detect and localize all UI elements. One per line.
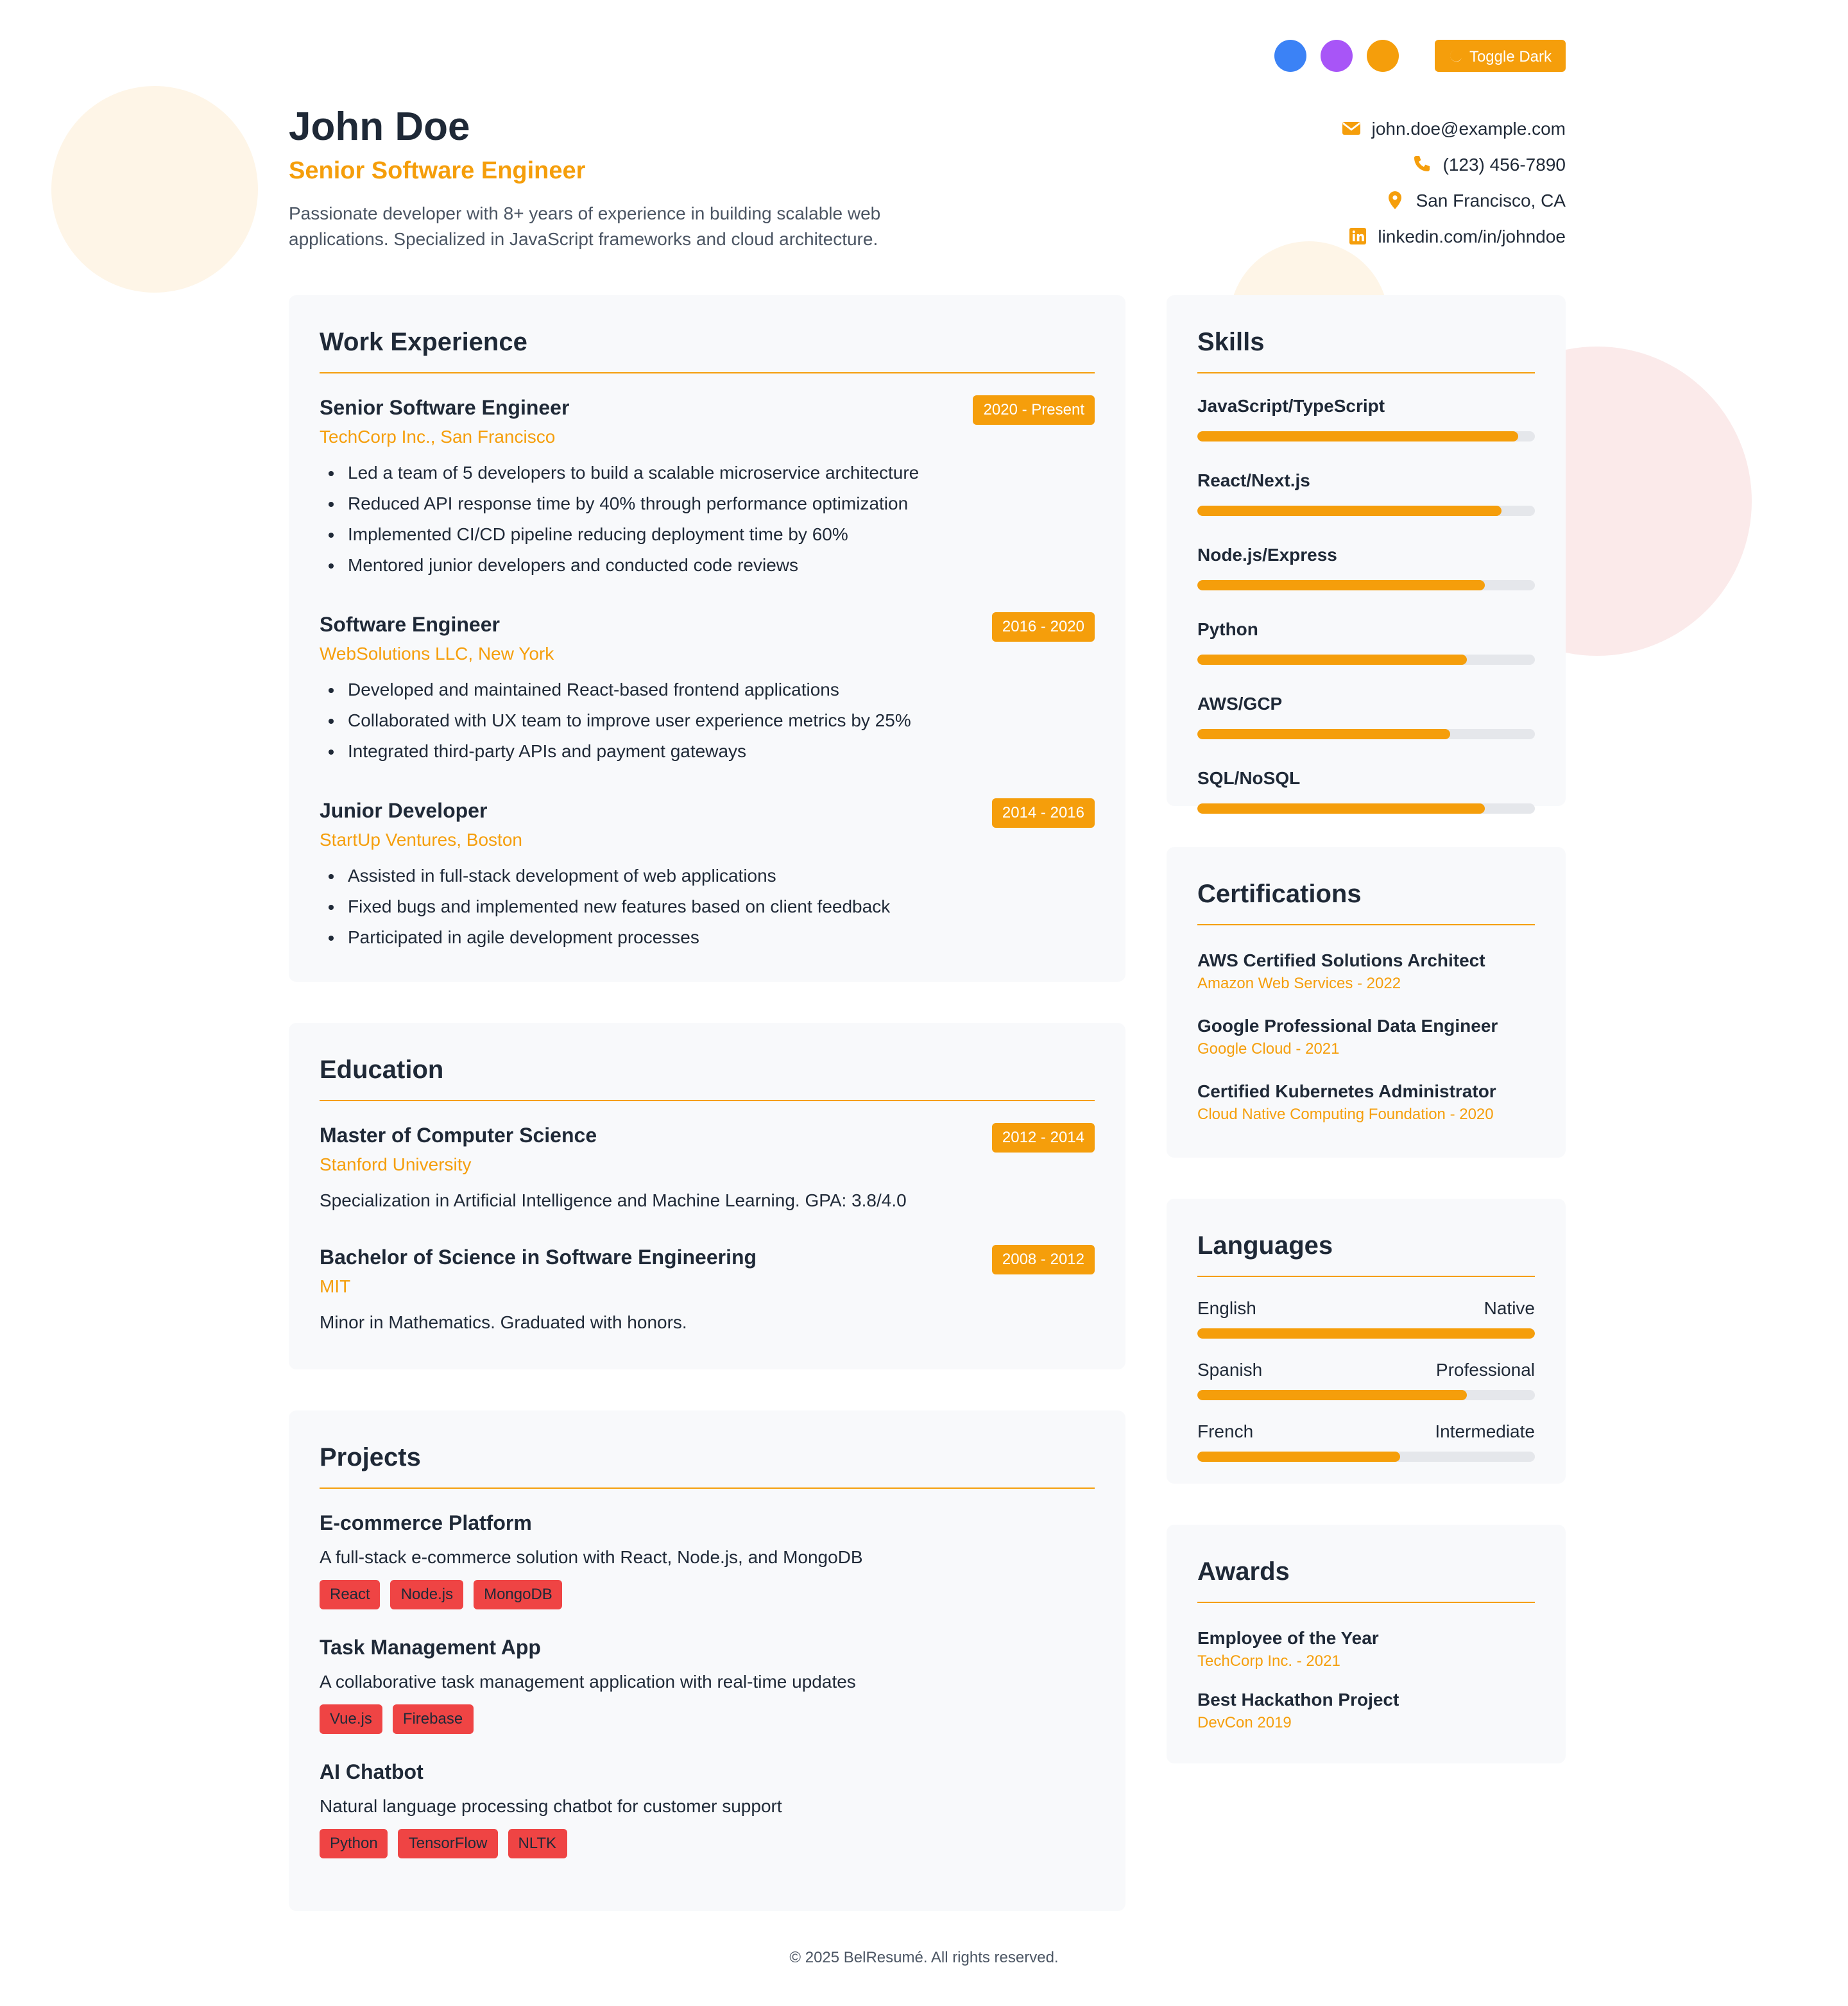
contact-list — [1341, 110, 1566, 254]
section-heading: Certifications — [1197, 878, 1535, 925]
section-heading: Education — [320, 1054, 1095, 1101]
job-bullet: • Reduced API response time by 40% through performance optimization — [348, 488, 1095, 519]
job-bullet: • Collaborated with UX team to improve user experience metrics by 25% — [348, 705, 1095, 735]
toggle-dark-button[interactable] — [1435, 40, 1566, 72]
theme-color-blue[interactable] — [1274, 40, 1306, 72]
job-company: WebSolutions LLC, New York — [320, 643, 554, 664]
skill-item — [1197, 690, 1535, 739]
contact-email-text: john.doe@example.com — [1371, 118, 1566, 139]
skill-name: AWS/GCP — [1197, 693, 1283, 714]
project-description: A collaborative task management application with real-time updates — [320, 1671, 856, 1692]
linkedin-icon — [1347, 226, 1367, 246]
project-tags — [320, 1829, 1095, 1858]
skill-bar-fill — [1197, 431, 1518, 441]
project-title: AI Chatbot — [320, 1762, 424, 1784]
skill-bar — [1197, 580, 1535, 590]
certifications-section — [1167, 847, 1566, 1158]
skill-item — [1197, 765, 1535, 814]
section-heading: Awards — [1197, 1556, 1535, 1603]
date-badge: 2008 - 2012 — [992, 1245, 1095, 1274]
language-bar — [1197, 1328, 1535, 1339]
job-bullets — [320, 457, 1095, 580]
skill-bar — [1197, 729, 1535, 739]
skill-bar-fill — [1197, 655, 1467, 665]
resume-header — [289, 103, 1566, 252]
language-bar — [1197, 1452, 1535, 1462]
skills-section — [1167, 295, 1566, 806]
skill-bar-fill — [1197, 803, 1484, 814]
contact-linkedin[interactable] — [1341, 218, 1566, 254]
job-bullet: • Mentored junior developers and conducted code reviews — [348, 549, 1095, 580]
theme-color-purple[interactable] — [1321, 40, 1353, 72]
contact-location-text: San Francisco, CA — [1416, 190, 1566, 210]
job-bullets — [320, 860, 1095, 952]
tech-tag: Python — [320, 1829, 388, 1858]
certification-item — [1197, 1013, 1535, 1059]
projects-section — [289, 1410, 1125, 1911]
project-tags — [320, 1704, 1095, 1734]
job-bullet: • Assisted in full-stack development of web applications — [348, 860, 1095, 891]
skill-item — [1197, 393, 1535, 441]
language-item — [1197, 1357, 1535, 1400]
language-name: English — [1197, 1298, 1256, 1318]
skill-bar — [1197, 506, 1535, 516]
tech-tag: NLTK — [508, 1829, 567, 1858]
job-bullet: • Implemented CI/CD pipeline reducing deployment time by 60% — [348, 519, 1095, 549]
skill-bar-fill — [1197, 506, 1501, 516]
skill-name: Python — [1197, 619, 1258, 639]
awards-section — [1167, 1525, 1566, 1763]
certification-issuer: Google Cloud - 2021 — [1197, 1040, 1340, 1058]
language-level: Intermediate — [1435, 1421, 1535, 1441]
job-bullet: • Integrated third-party APIs and payment gateways — [348, 735, 1095, 766]
award-issuer: TechCorp Inc. - 2021 — [1197, 1652, 1340, 1670]
project-tags — [320, 1580, 1095, 1609]
project-title: Task Management App — [320, 1638, 541, 1659]
footer-copyright: © 2025 BelResumé. All rights reserved. — [789, 1948, 1059, 1966]
language-item — [1197, 1295, 1535, 1339]
skill-bar-fill — [1197, 729, 1451, 739]
award-name: Employee of the Year — [1197, 1627, 1379, 1648]
project-title: E-commerce Platform — [320, 1513, 532, 1535]
award-item — [1197, 1625, 1535, 1671]
job-title: Junior Developer — [320, 801, 488, 823]
date-badge: 2012 - 2014 — [992, 1123, 1095, 1153]
job-bullet: • Participated in agile development processes — [348, 922, 1095, 952]
language-level: Native — [1484, 1298, 1535, 1318]
job-entry — [320, 395, 1095, 580]
language-bar — [1197, 1390, 1535, 1400]
project-entry — [320, 1635, 1095, 1734]
degree-title: Bachelor of Science in Software Engineering — [320, 1247, 757, 1269]
skill-item — [1197, 616, 1535, 665]
skill-name: Node.js/Express — [1197, 544, 1337, 565]
profile-summary: Passionate developer with 8+ years of experience in building scalable web applications. Specialized in JavaScript frameworks and cloud architecture. — [289, 203, 881, 249]
job-bullet: • Fixed bugs and implemented new features based on client feedback — [348, 891, 1095, 922]
job-company: StartUp Ventures, Boston — [320, 829, 522, 850]
date-badge: 2020 - Present — [973, 395, 1095, 425]
certification-issuer: Cloud Native Computing Foundation - 2020 — [1197, 1105, 1494, 1123]
skill-bar — [1197, 431, 1535, 441]
skill-name: JavaScript/TypeScript — [1197, 395, 1385, 416]
job-title: Senior Software Engineer — [320, 398, 570, 420]
school-name: MIT — [320, 1276, 351, 1296]
skill-item — [1197, 542, 1535, 590]
language-bar-fill — [1197, 1452, 1400, 1462]
toggle-dark-label: Toggle Dark — [1469, 47, 1552, 65]
contact-location — [1341, 182, 1566, 218]
skill-name: SQL/NoSQL — [1197, 767, 1301, 788]
contact-linkedin-text: linkedin.com/in/johndoe — [1378, 226, 1566, 246]
tech-tag: Firebase — [393, 1704, 473, 1734]
project-description: Natural language processing chatbot for customer support — [320, 1796, 782, 1816]
language-bar-fill — [1197, 1390, 1467, 1400]
language-bar-fill — [1197, 1328, 1535, 1339]
tech-tag: MongoDB — [474, 1580, 563, 1609]
education-section — [289, 1023, 1125, 1369]
profile-name: John Doe — [289, 104, 470, 149]
envelope-icon — [1341, 118, 1362, 139]
job-company: TechCorp Inc., San Francisco — [320, 426, 556, 447]
certification-name: Certified Kubernetes Administrator — [1197, 1081, 1496, 1101]
language-item — [1197, 1418, 1535, 1462]
degree-title: Master of Computer Science — [320, 1126, 597, 1147]
job-bullet: • Developed and maintained React-based frontend applications — [348, 674, 1095, 705]
award-issuer: DevCon 2019 — [1197, 1713, 1292, 1731]
job-bullet: • Led a team of 5 developers to build a scalable microservice architecture — [348, 457, 1095, 488]
contact-phone[interactable] — [1341, 146, 1566, 182]
profile-title: Senior Software Engineer — [289, 158, 586, 185]
education-description: Minor in Mathematics. Graduated with honors. — [320, 1312, 687, 1332]
section-heading: Work Experience — [320, 326, 1095, 373]
contact-email[interactable] — [1341, 110, 1566, 146]
moon-icon — [1449, 49, 1463, 63]
language-name: French — [1197, 1421, 1254, 1441]
theme-toolbar — [1260, 40, 1566, 72]
award-item — [1197, 1686, 1535, 1733]
skill-bar-fill — [1197, 580, 1484, 590]
skill-name: React/Next.js — [1197, 470, 1310, 490]
section-heading: Skills — [1197, 326, 1535, 373]
work-experience-section — [289, 295, 1125, 982]
date-badge: 2014 - 2016 — [992, 798, 1095, 828]
section-heading: Projects — [320, 1441, 1095, 1489]
map-pin-icon — [1385, 190, 1406, 210]
skill-bar — [1197, 655, 1535, 665]
skill-item — [1197, 467, 1535, 516]
education-description: Specialization in Artificial Intelligence and Machine Learning. GPA: 3.8/4.0 — [320, 1190, 907, 1210]
tech-tag: Vue.js — [320, 1704, 382, 1734]
certification-issuer: Amazon Web Services - 2022 — [1197, 974, 1401, 992]
skill-bar — [1197, 803, 1535, 814]
job-entry — [320, 798, 1095, 952]
tech-tag: TensorFlow — [398, 1829, 498, 1858]
award-name: Best Hackathon Project — [1197, 1689, 1399, 1710]
job-entry — [320, 612, 1095, 766]
tech-tag: Node.js — [391, 1580, 463, 1609]
project-entry — [320, 1511, 1095, 1609]
language-name: Spanish — [1197, 1359, 1263, 1380]
decorative-circle — [51, 86, 258, 293]
job-bullets — [320, 674, 1095, 766]
language-level: Professional — [1435, 1359, 1535, 1380]
school-name: Stanford University — [320, 1154, 472, 1174]
certification-name: AWS Certified Solutions Architect — [1197, 950, 1485, 970]
languages-section — [1167, 1199, 1566, 1484]
certification-item — [1197, 1078, 1535, 1124]
theme-color-orange[interactable] — [1367, 40, 1399, 72]
tech-tag: React — [320, 1580, 381, 1609]
certification-name: Google Professional Data Engineer — [1197, 1015, 1498, 1036]
phone-icon — [1412, 154, 1433, 175]
section-heading: Languages — [1197, 1230, 1535, 1277]
project-description: A full-stack e-commerce solution with React, Node.js, and MongoDB — [320, 1547, 863, 1567]
certification-item — [1197, 947, 1535, 993]
education-entry — [320, 1123, 1095, 1213]
date-badge: 2016 - 2020 — [992, 612, 1095, 642]
project-entry — [320, 1760, 1095, 1858]
education-entry — [320, 1245, 1095, 1335]
job-title: Software Engineer — [320, 615, 500, 637]
contact-phone-text: (123) 456-7890 — [1442, 154, 1566, 175]
